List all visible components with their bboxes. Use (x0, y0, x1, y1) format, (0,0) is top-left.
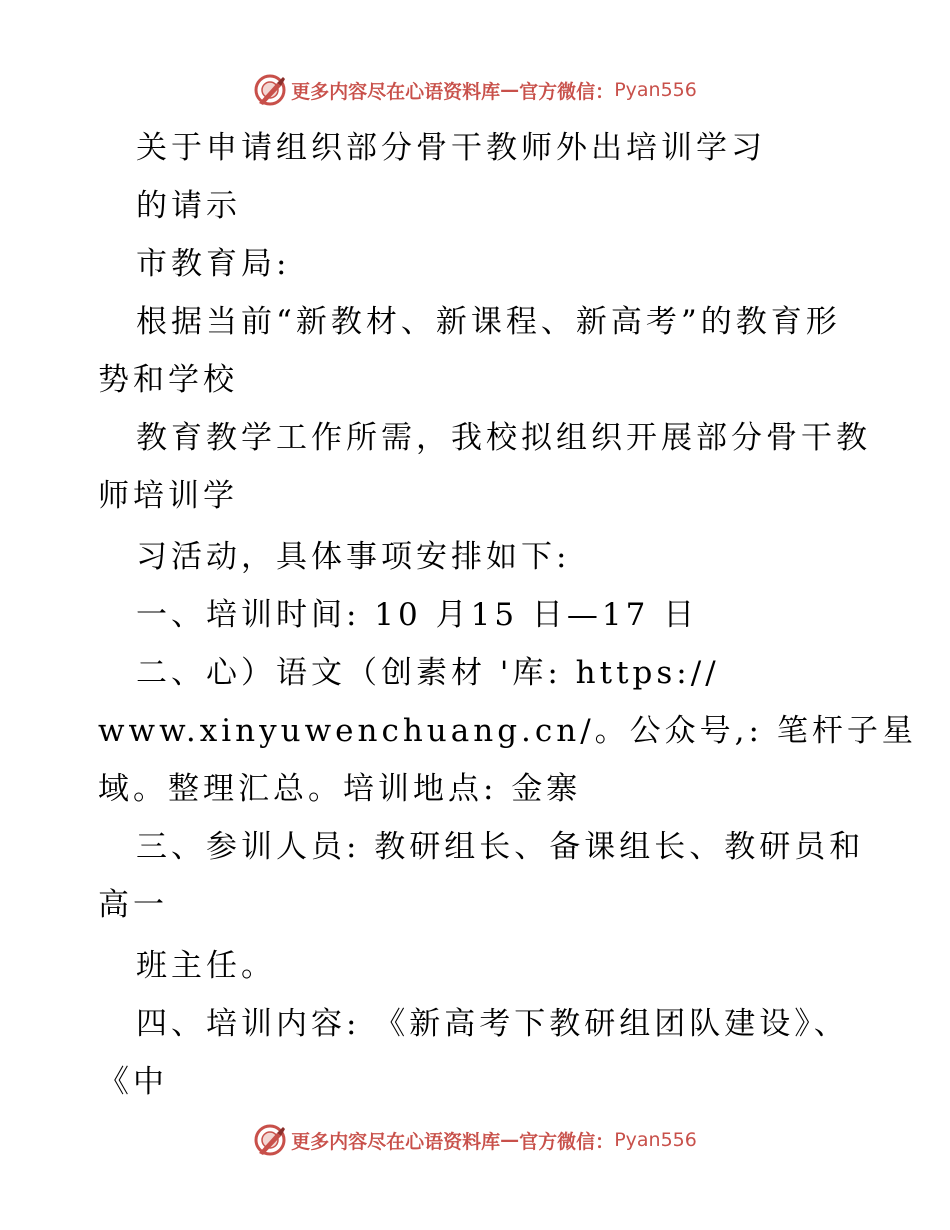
document-item-training-location: 域。整理汇总。培训地点: 金寨 (98, 771, 582, 807)
watermark-contact-label: 官方微信： (519, 80, 615, 103)
document-item-line: 班主任。 (136, 948, 276, 984)
document-item-line: 二、心）语文（创素材 '库: https:// (136, 655, 720, 691)
document-paragraph-line: 教育教学工作所需，我校拟组织开展部分骨干教 (136, 420, 871, 456)
watermark-contact-id: Pyan556 (614, 1129, 697, 1151)
watermark-separator: — (500, 79, 520, 101)
document-title-line-2: 的请示 (136, 188, 241, 224)
watermark-contact-id: Pyan556 (614, 79, 697, 101)
document-title-line-1: 关于申请组织部分骨干教师外出培训学习 (136, 130, 766, 166)
document-item-content: 四、培训内容: 《新高考下教研组团队建设》、 (136, 1006, 849, 1042)
document-item-line: www.xinyuwenchuang.cn/。公众号,: 笔杆子星 (98, 713, 917, 749)
document-item-training-time: 一、培训时间: 10 月15 日—17 日 (136, 597, 699, 633)
watermark-separator: — (500, 1129, 520, 1151)
document-item-participants: 三、参训人员: 教研组长、备课组长、教研员和 (136, 829, 865, 865)
document-paragraph-line: 根据当前“新教材、新课程、新高考”的教育形 (136, 304, 841, 340)
document-paragraph-line: 习活动，具体事项安排如下: (136, 539, 571, 575)
watermark-brand: 更多内容尽在心语资料库 (291, 80, 501, 103)
document-item-line: 高一 (98, 887, 168, 923)
document-addressee: 市教育局: (136, 246, 291, 282)
document-paragraph-line: 势和学校 (98, 362, 238, 398)
fountain-pen-logo-icon (253, 1123, 287, 1157)
document-item-line: 《中 (98, 1064, 168, 1100)
header-watermark (0, 70, 950, 110)
watermark-contact-label: 官方微信： (519, 1130, 615, 1153)
watermark-brand: 更多内容尽在心语资料库 (291, 1130, 501, 1153)
fountain-pen-logo-icon (253, 73, 287, 107)
document-paragraph-line: 师培训学 (98, 478, 238, 514)
footer-watermark (0, 1120, 950, 1160)
